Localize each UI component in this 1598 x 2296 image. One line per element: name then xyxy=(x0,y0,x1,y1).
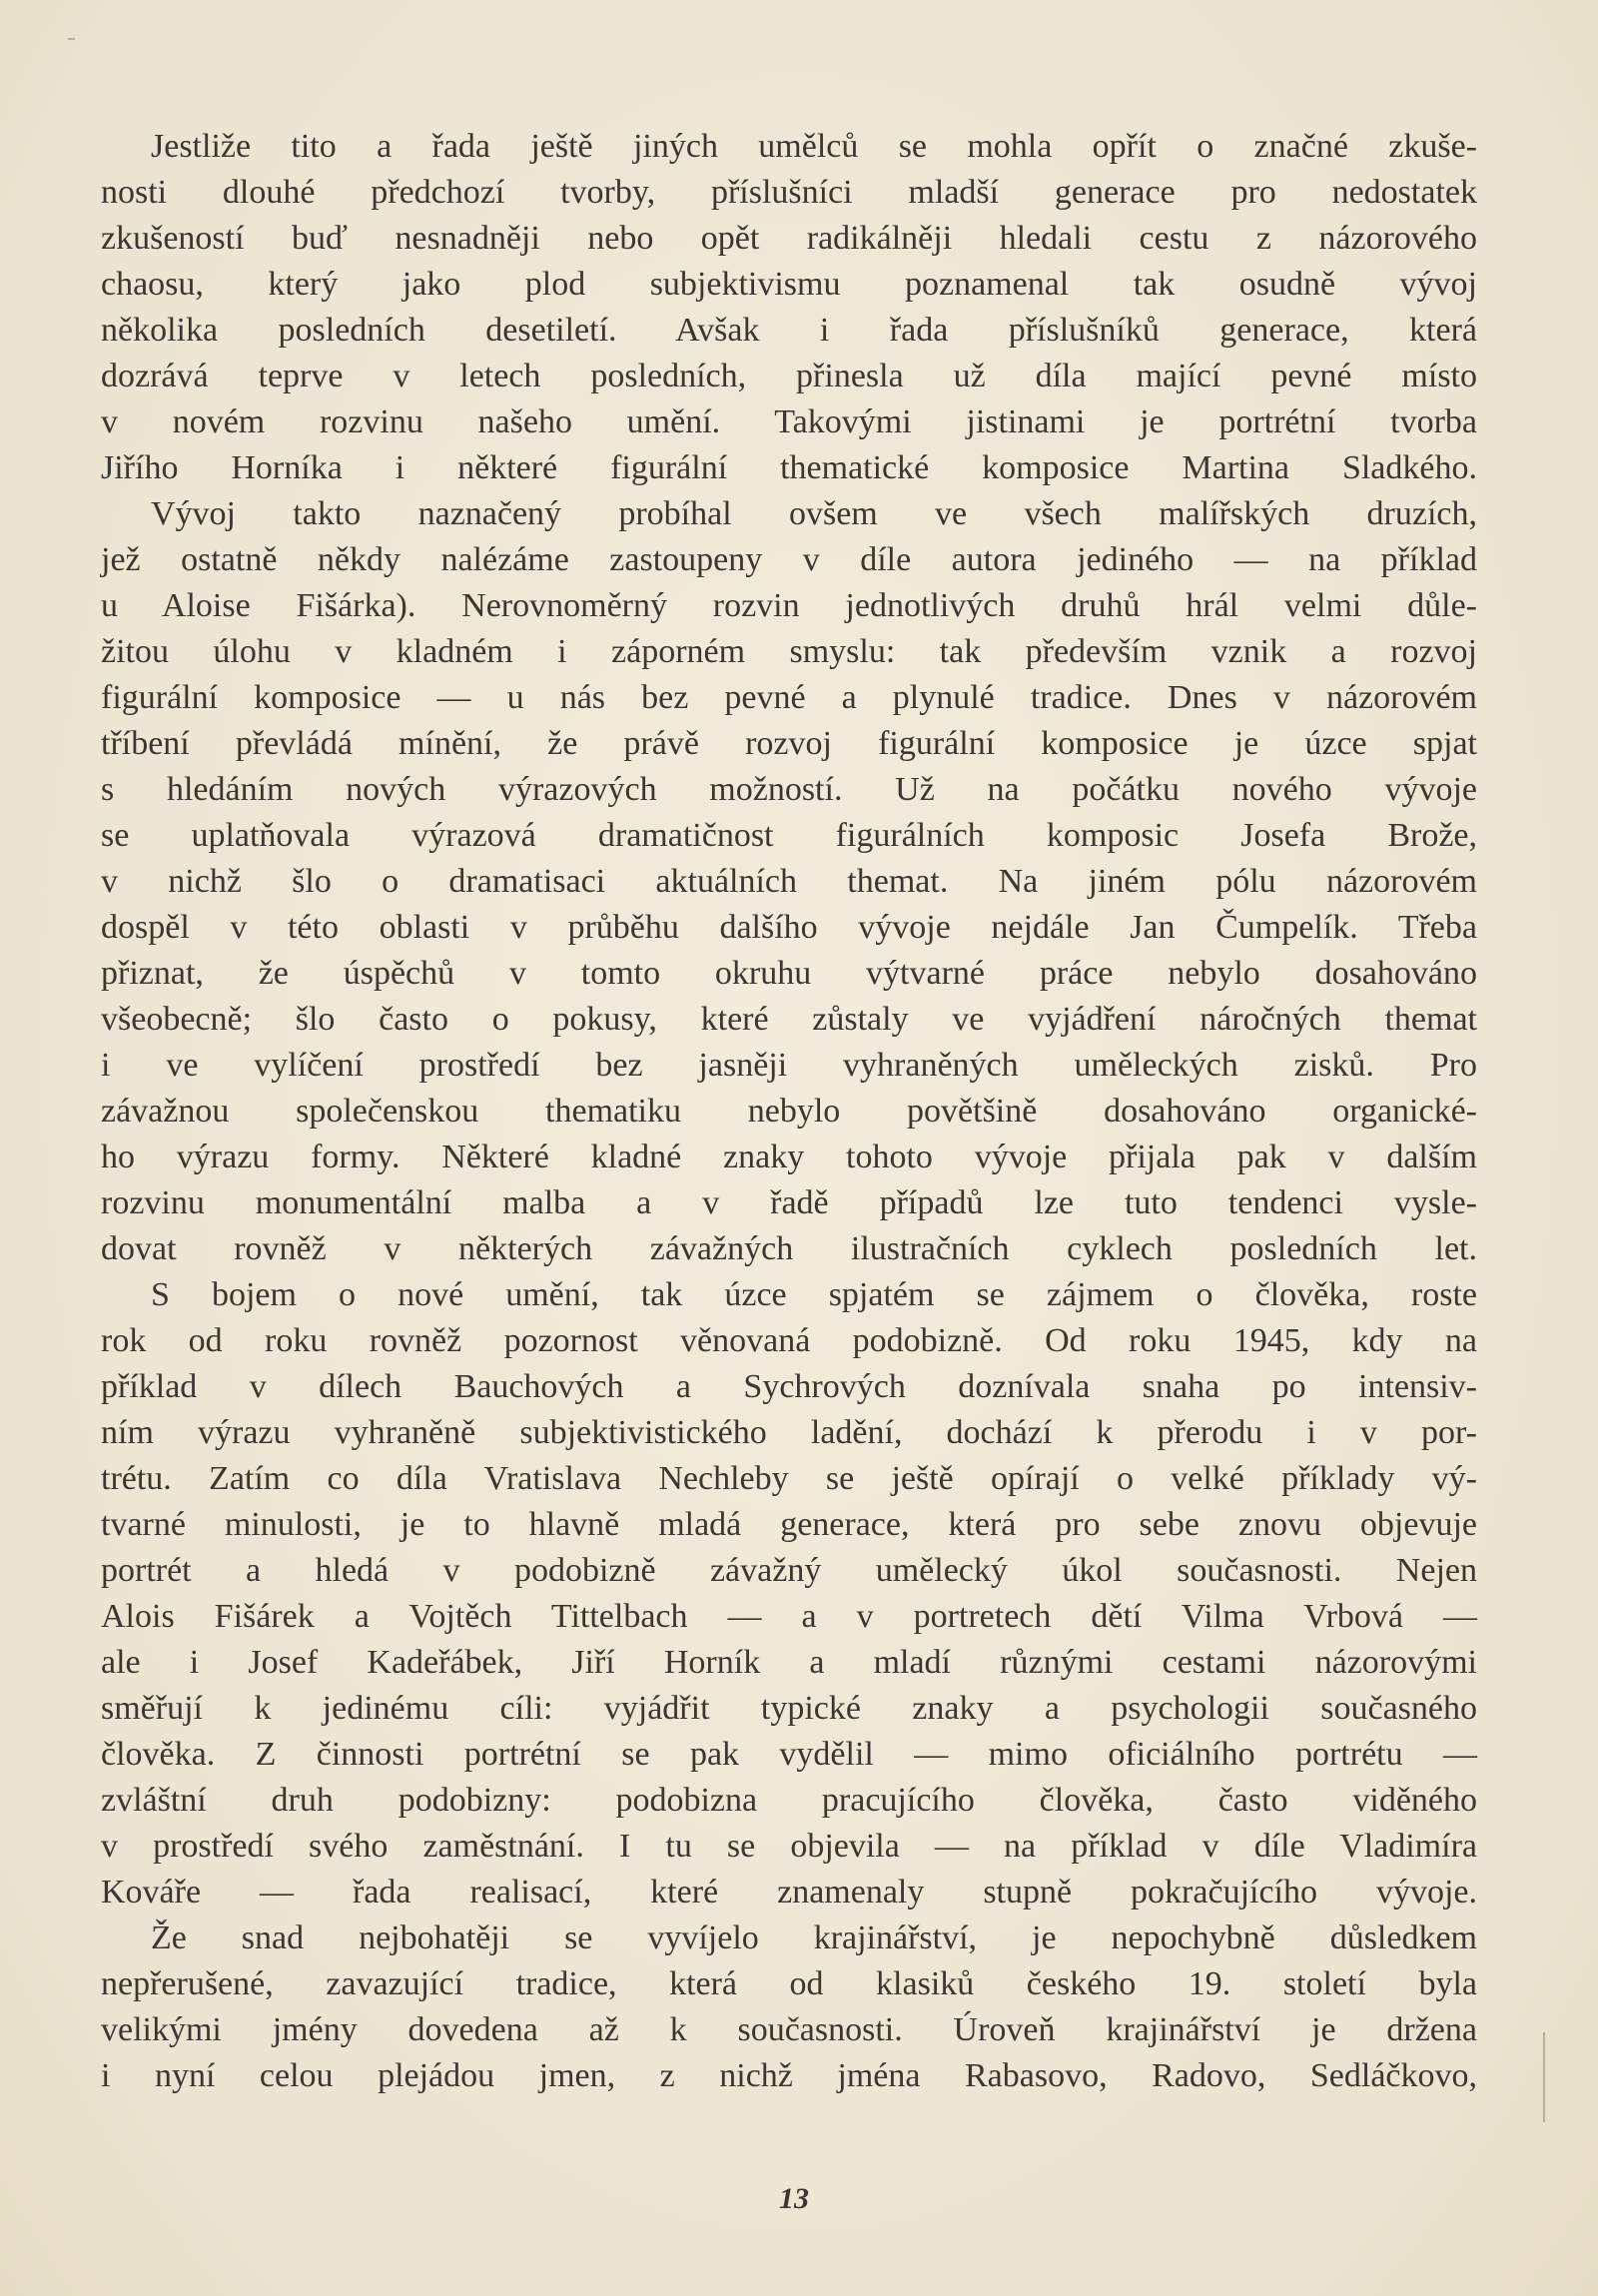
text-line: Jiřího Horníka i některé figurální thematické komposice Martina Sladkého. xyxy=(101,449,1477,486)
text-line: zkušeností buď nesnadněji nebo opět radikálněji hledali cestu z názorového xyxy=(101,220,1477,257)
text-line: v novém rozvinu našeho umění. Takovými jistinami je portrétní tvorba xyxy=(101,403,1477,440)
text-line: Kováře — řada realisací, které znamenaly stupně pokračujícího vývoje. xyxy=(101,1874,1477,1911)
text-line: ho výrazu formy. Některé kladné znaky tohoto vývoje přijala pak v dalším xyxy=(101,1139,1477,1175)
text-line: tříbení převládá mínění, že právě rozvoj figurální komposice je úzce spjat xyxy=(101,725,1477,762)
text-line: u Aloise Fišárka). Nerovnoměrný rozvin jednotlivých druhů hrál velmi důle- xyxy=(101,587,1477,624)
text-line: rok od roku rovněž pozornost věnovaná podobizně. Od roku 1945, kdy na xyxy=(101,1322,1477,1359)
text-line: i ve vylíčení prostředí bez jasněji vyhraněných uměleckých zisků. Pro xyxy=(101,1047,1477,1084)
body-text xyxy=(101,124,1477,2099)
text-line: ale i Josef Kadeřábek, Jiří Horník a mladí různými cestami názorovými xyxy=(101,1644,1477,1681)
text-line: zvláštní druh podobizny: podobizna pracujícího člověka, často viděného xyxy=(101,1782,1477,1819)
text-line: všeobecně; šlo často o pokusy, které zůstaly ve vyjádření náročných themat xyxy=(101,1001,1477,1038)
paragraph-first-line: Vývoj takto naznačený probíhal ovšem ve všech malířských druzích, xyxy=(151,495,1477,532)
scan-speck xyxy=(68,38,75,40)
page-number: 13 xyxy=(779,2182,809,2215)
text-line: nosti dlouhé předchozí tvorby, příslušníci mladší generace pro nedostatek xyxy=(101,174,1477,211)
text-line: figurální komposice — u nás bez pevné a plynulé tradice. Dnes v názorovém xyxy=(101,679,1477,716)
text-line: jež ostatně někdy nalézáme zastoupeny v díle autora jediného — na příklad xyxy=(101,541,1477,578)
text-line: v prostředí svého zaměstnání. I tu se objevila — na příklad v díle Vladimíra xyxy=(101,1828,1477,1865)
text-line: tvarné minulosti, je to hlavně mladá generace, která pro sebe znovu objevuje xyxy=(101,1506,1477,1543)
text-line: směřují k jedinému cíli: vyjádřit typické znaky a psychologii současného xyxy=(101,1690,1477,1727)
text-line: chaosu, který jako plod subjektivismu poznamenal tak osudně vývoj xyxy=(101,266,1477,303)
text-line: dospěl v této oblasti v průběhu dalšího vývoje nejdále Jan Čumpelík. Třeba xyxy=(101,909,1477,946)
text-line: dovat rovněž v některých závažných ilustračních cyklech posledních let. xyxy=(101,1230,1477,1267)
text-line: závažnou společenskou thematiku nebylo povětšině dosahováno organické- xyxy=(101,1093,1477,1130)
text-line: s hledáním nových výrazových možností. Už na počátku nového vývoje xyxy=(101,771,1477,808)
text-line: několika posledních desetiletí. Avšak i řada příslušníků generace, která xyxy=(101,312,1477,349)
text-line: rozvinu monumentální malba a v řadě případů lze tuto tendenci vysle- xyxy=(101,1184,1477,1221)
text-line: trétu. Zatím co díla Vratislava Nechleby se ještě opírají o velké příklady vý- xyxy=(101,1460,1477,1497)
text-line: portrét a hledá v podobizně závažný umělecký úkol současnosti. Nejen xyxy=(101,1552,1477,1589)
text-line: v nichž šlo o dramatisaci aktuálních themat. Na jiném pólu názorovém xyxy=(101,863,1477,900)
margin-line xyxy=(1543,2032,1545,2122)
text-line: velikými jmény dovedena až k současnosti. Úroveň krajinářství je držena xyxy=(101,2011,1477,2048)
text-line: člověka. Z činnosti portrétní se pak vydělil — mimo oficiálního portrétu — xyxy=(101,1736,1477,1773)
paragraph-first-line: Že snad nejbohatěji se vyvíjelo krajinářství, je nepochybně důsledkem xyxy=(151,1919,1477,1956)
text-line: přiznat, že úspěchů v tomto okruhu výtvarné práce nebylo dosahováno xyxy=(101,955,1477,992)
text-line: Alois Fišárek a Vojtěch Tittelbach — a v portretech dětí Vilma Vrbová — xyxy=(101,1598,1477,1635)
text-line: dozrává teprve v letech posledních, přinesla už díla mající pevné místo xyxy=(101,358,1477,394)
text-line: i nyní celou plejádou jmen, z nichž jména Rabasovo, Radovo, Sedláčkovo, xyxy=(101,2057,1477,2094)
text-line: se uplatňovala výrazová dramatičnost figurálních komposic Josefa Brože, xyxy=(101,817,1477,854)
text-line: příklad v dílech Bauchových a Sychrových doznívala snaha po intensiv- xyxy=(101,1368,1477,1405)
text-line: ním výrazu vyhraněně subjektivistického ladění, dochází k přerodu i v por- xyxy=(101,1414,1477,1451)
paragraph-first-line: S bojem o nové umění, tak úzce spjatém se zájmem o člověka, roste xyxy=(151,1276,1477,1313)
text-line: nepřerušené, zavazující tradice, která od klasiků českého 19. století byla xyxy=(101,1965,1477,2002)
paragraph-first-line: Jestliže tito a řada ještě jiných umělců se mohla opřít o značné zkuše- xyxy=(151,128,1477,165)
text-line: žitou úlohu v kladném i záporném smyslu: tak především vznik a rozvoj xyxy=(101,633,1477,670)
